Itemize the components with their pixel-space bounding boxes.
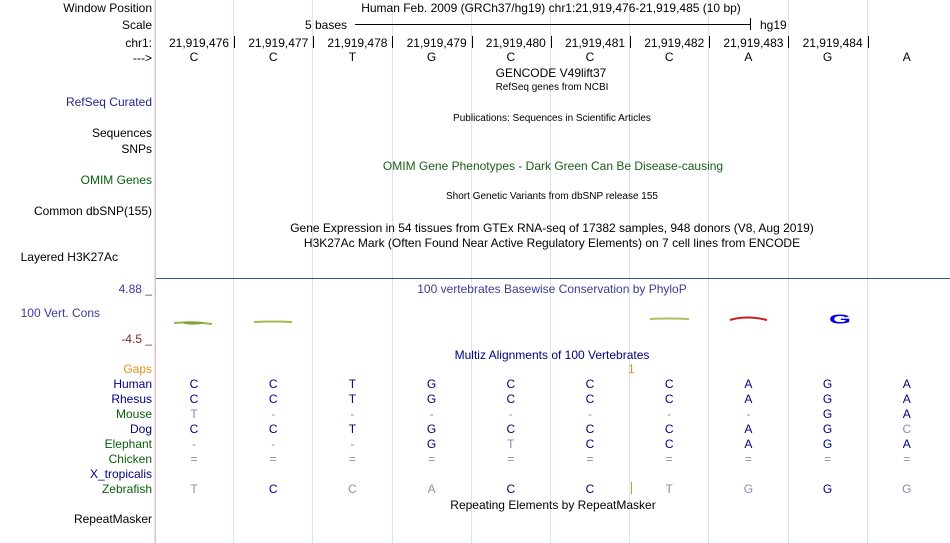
alignment-base: C [348, 482, 357, 496]
alignment-base: T [665, 482, 673, 496]
omim-track-title[interactable]: OMIM Gene Phenotypes - Dark Green Can Be Disease-causing [382, 159, 724, 173]
alignment-base: T [190, 482, 198, 496]
ruler-coordinate: 21,919,478 [327, 36, 388, 50]
alignment-base: A [744, 392, 753, 406]
phylop-min-label: -4.5 _ [121, 332, 152, 346]
alignment-base: = [269, 452, 277, 466]
ruler-coordinate: 21,919,480 [485, 36, 546, 50]
base-grid-line [312, 0, 313, 543]
reference-base: C [189, 50, 199, 64]
base-grid-line [233, 0, 234, 543]
alignment-base: A [902, 392, 911, 406]
alignment-base: C [189, 377, 199, 391]
alignment-base: G [426, 422, 437, 436]
h3k27ac-track-label[interactable]: Layered H3K27Ac [20, 250, 118, 264]
phylop-mark-4 [730, 318, 767, 321]
dbsnp-track-label[interactable]: Common dbSNP(155) [33, 204, 152, 218]
alignment-base: C [189, 422, 199, 436]
window-position-title: Human Feb. 2009 (GRCh37/hg19) chr1:21,919,476-21,919,485 (10 bp) [361, 1, 741, 15]
alignment-base: C [268, 392, 278, 406]
ruler-coordinate: 21,919,479 [406, 36, 467, 50]
reference-base: C [268, 50, 278, 64]
scale-label: Scale [121, 18, 152, 32]
alignment-base: C [506, 392, 516, 406]
alignment-base: T [348, 377, 357, 391]
alignment-base: - [271, 437, 276, 451]
gtex-track-title[interactable]: Gene Expression in 54 tissues from GTEx RNA-seq of 17382 samples, 948 donors (V8, Aug 2019) [290, 221, 814, 235]
alignment-base: C [585, 422, 595, 436]
scale-bar-end [750, 18, 751, 30]
repeatmasker-track-label[interactable]: RepeatMasker [73, 512, 152, 526]
vert-cons-track-label[interactable]: 100 Vert. Cons [20, 306, 100, 320]
strand-label: ---> [133, 51, 152, 65]
reference-base: A [744, 50, 753, 64]
alignment-base: = [428, 452, 436, 466]
alignment-base: = [348, 452, 356, 466]
base-grid-line [788, 0, 789, 543]
base-grid-line [154, 0, 155, 543]
reference-base: C [506, 50, 516, 64]
alignment-base: C [664, 437, 674, 451]
alignment-base: C [506, 422, 516, 436]
gaps-label: Gaps [123, 362, 152, 376]
alignment-base: = [665, 452, 673, 466]
zebrafish-gap-marker [631, 482, 632, 494]
reference-base: C [664, 50, 674, 64]
base-grid-line [471, 0, 472, 543]
alignment-base: A [744, 437, 753, 451]
alignment-base: G [822, 422, 833, 436]
alignment-base: T [348, 422, 357, 436]
alignment-base: G [822, 407, 833, 421]
ruler-tick [868, 36, 869, 48]
ruler-coordinate: 21,919,477 [248, 36, 309, 50]
alignment-base: - [588, 407, 592, 421]
ruler-coordinate: 21,919,483 [723, 36, 784, 50]
alignment-base: A [902, 377, 911, 391]
alignment-base: A [744, 422, 753, 436]
alignment-base: G [822, 482, 833, 496]
alignment-base: A [427, 482, 436, 496]
alignment-base: T [190, 407, 198, 421]
alignment-base: - [746, 407, 751, 421]
assembly-label: hg19 [760, 18, 787, 32]
species-label[interactable]: Zebrafish [101, 482, 152, 496]
alignment-base: A [902, 437, 911, 451]
omim-track-label[interactable]: OMIM Genes [80, 173, 152, 187]
alignment-base: G [902, 482, 912, 496]
scale-text: 5 bases [305, 18, 348, 32]
alignment-base: C [664, 377, 674, 391]
alignment-base: C [585, 437, 595, 451]
alignment-base: C [189, 392, 199, 406]
ruler-tick [313, 36, 314, 48]
ruler-tick [788, 36, 789, 48]
ruler-tick [630, 36, 631, 48]
species-label[interactable]: Mouse [115, 407, 152, 421]
repeatmasker-track-title[interactable]: Repeating Elements by RepeatMasker [450, 498, 656, 512]
multiz-track-title[interactable]: Multiz Alignments of 100 Vertebrates [454, 348, 650, 362]
phylop-mark-3 [650, 319, 689, 320]
alignment-base: C [268, 377, 278, 391]
phylop-logo-letter: G [829, 311, 851, 327]
alignment-base: C [585, 392, 595, 406]
alignment-base: - [271, 407, 276, 421]
chr-label: chr1: [125, 36, 152, 50]
snps-track-label[interactable]: SNPs [121, 142, 152, 156]
h3k27ac-track-title[interactable]: H3K27Ac Mark (Often Found Near Active Regulatory Elements) on 7 cell lines from ENCODE [303, 236, 801, 250]
alignment-base: = [586, 452, 594, 466]
alignment-base: T [507, 437, 515, 451]
alignment-base: C [268, 422, 278, 436]
alignment-base: T [348, 392, 357, 406]
alignment-base: C [506, 482, 516, 496]
publications-track-title[interactable]: Publications: Sequences in Scientific Articles [453, 113, 651, 124]
gap-marker: 1 [628, 362, 635, 376]
ruler-tick [709, 36, 710, 48]
refseq-track-subtitle: RefSeq genes from NCBI [495, 82, 609, 93]
base-grid-line [629, 0, 630, 543]
dbsnp-track-title[interactable]: Short Genetic Variants from dbSNP release 155 [446, 191, 658, 202]
alignment-base: G [822, 392, 833, 406]
ruler-tick [392, 36, 393, 48]
reference-base: G [822, 50, 833, 64]
phylop-track-title[interactable]: 100 vertebrates Basewise Conservation by PhyloP [417, 282, 687, 296]
alignment-base: - [508, 407, 513, 421]
ruler-coordinate: 21,919,482 [644, 36, 705, 50]
conservation-separator [156, 278, 950, 279]
species-label[interactable]: Elephant [104, 437, 152, 451]
alignment-base: = [744, 452, 752, 466]
alignment-base: - [350, 437, 355, 451]
base-grid-line [708, 0, 709, 543]
alignment-base: G [426, 392, 437, 406]
base-grid-line [867, 0, 868, 543]
species-label[interactable]: Chicken [108, 452, 152, 466]
scale-bar [355, 24, 751, 25]
reference-base: G [426, 50, 437, 64]
alignment-base: - [350, 407, 355, 421]
ruler-coordinate: 21,919,476 [169, 36, 230, 50]
alignment-base: C [664, 422, 674, 436]
base-grid-line [392, 0, 393, 543]
species-label[interactable]: Dog [129, 422, 152, 436]
alignment-base: A [744, 377, 753, 391]
refseq-track-label[interactable]: RefSeq Curated [65, 95, 152, 109]
alignment-base: C [506, 377, 516, 391]
ruler-tick [551, 36, 552, 48]
alignment-base: C [902, 422, 912, 436]
species-label[interactable]: X_tropicalis [89, 467, 152, 481]
ruler-coordinate: 21,919,481 [565, 36, 626, 50]
alignment-base: = [903, 452, 911, 466]
species-label[interactable]: Human [113, 377, 152, 391]
alignment-base: G [426, 437, 437, 451]
reference-base: C [585, 50, 595, 64]
alignment-base: G [426, 377, 437, 391]
alignment-base: C [268, 482, 278, 496]
alignment-base: = [824, 452, 832, 466]
ruler-tick [472, 36, 473, 48]
ruler-coordinate: 21,919,484 [802, 36, 863, 50]
species-label[interactable]: Rhesus [111, 392, 152, 406]
alignment-base: = [507, 452, 515, 466]
alignment-base: - [667, 407, 672, 421]
phylop-mark-1-core [183, 321, 203, 324]
phylop-graph [156, 300, 950, 340]
alignment-base: C [585, 482, 595, 496]
alignment-base: G [743, 482, 754, 496]
alignment-base: C [585, 377, 595, 391]
reference-base: A [902, 50, 911, 64]
window-position-label: Window Position [63, 1, 152, 15]
sequences-track-label[interactable]: Sequences [91, 126, 152, 140]
phylop-mark-2 [254, 322, 292, 323]
gencode-track-title[interactable]: GENCODE V49lift37 [495, 66, 607, 80]
reference-base: T [348, 50, 357, 64]
phylop-max-label: 4.88 _ [118, 282, 152, 296]
alignment-base: C [664, 392, 674, 406]
alignment-base: - [429, 407, 434, 421]
alignment-base: G [822, 377, 833, 391]
alignment-base: - [192, 437, 196, 451]
alignment-base: = [190, 452, 198, 466]
ruler-tick [234, 36, 235, 48]
alignment-base: A [902, 407, 911, 421]
alignment-base: G [822, 437, 833, 451]
